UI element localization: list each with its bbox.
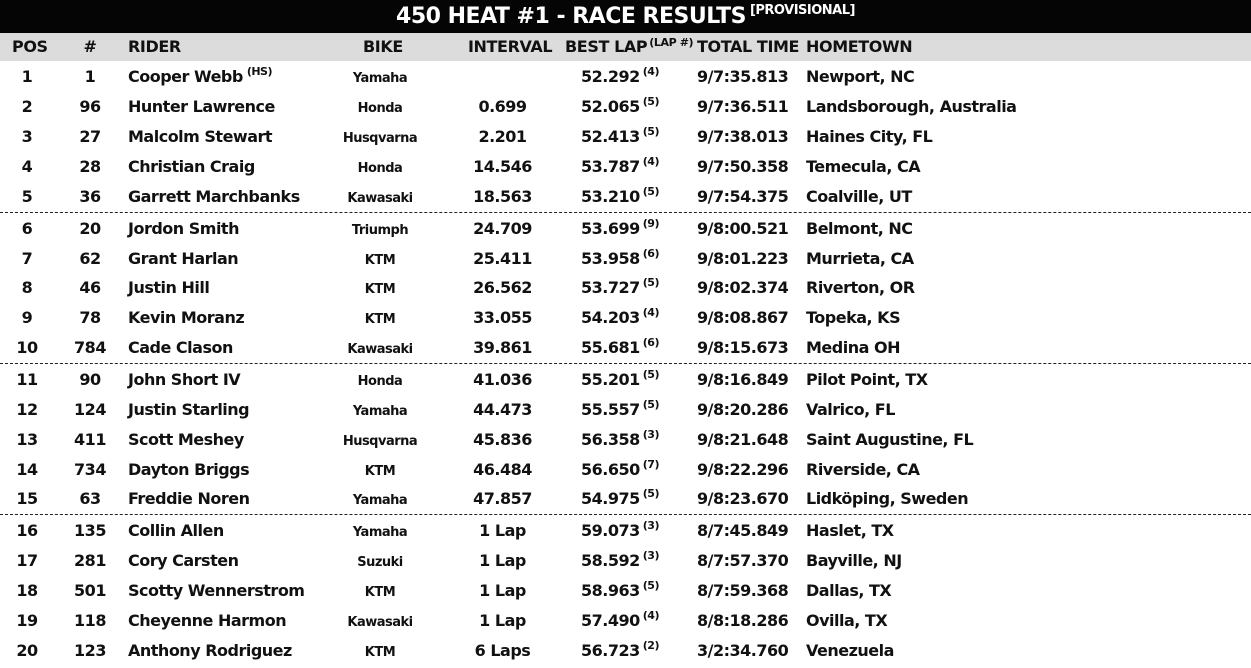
best-lap-time: 56.723 — [581, 641, 640, 660]
rider-cell — [128, 182, 300, 212]
bike-cell: Yamaha — [352, 493, 408, 508]
best-lap-number: (3) — [642, 428, 659, 441]
table-header — [0, 33, 1251, 61]
rider-name: Justin Hill — [128, 278, 210, 297]
table-row — [0, 214, 1251, 244]
best-lap-number: (4) — [642, 155, 659, 168]
hometown-cell: Pilot Point, TX — [806, 370, 928, 389]
bike-cell: KTM — [364, 585, 396, 600]
rider-name: Cade Clason — [128, 338, 233, 357]
interval-cell: 26.562 — [473, 278, 532, 297]
total-time-cell: 8/7:59.368 — [697, 581, 789, 600]
total-time-cell: 3/2:34.760 — [697, 641, 789, 660]
rider-cell — [128, 333, 233, 363]
number-cell: 27 — [79, 127, 101, 146]
hometown-cell: Saint Augustine, FL — [806, 430, 974, 449]
hometown-cell: Valrico, FL — [806, 400, 895, 419]
number-cell: 411 — [74, 430, 106, 449]
best-lap-cell — [560, 636, 680, 668]
total-time-cell: 9/8:22.296 — [697, 460, 789, 479]
best-lap-time: 59.073 — [581, 521, 640, 540]
rider-cell — [128, 425, 244, 455]
number-cell: 118 — [74, 611, 106, 630]
best-lap-cell — [560, 576, 680, 608]
table-row — [0, 546, 1251, 576]
table-row — [0, 636, 1251, 666]
group-divider — [0, 514, 1251, 515]
best-lap-time: 58.963 — [581, 581, 640, 600]
table-row — [0, 576, 1251, 606]
number-cell: 124 — [74, 400, 106, 419]
best-lap-number: (5) — [642, 185, 659, 198]
hometown-cell: Riverside, CA — [806, 460, 920, 479]
bike-cell: Husqvarna — [342, 131, 418, 146]
number-cell: 62 — [79, 249, 101, 268]
position-cell: 18 — [16, 581, 38, 600]
hometown-cell: Belmont, NC — [806, 219, 913, 238]
page-title: 450 HEAT #1 - RACE RESULTS — [396, 4, 746, 29]
best-lap-cell — [560, 606, 680, 638]
table-row — [0, 122, 1251, 152]
best-lap-cell — [560, 395, 680, 427]
best-lap-time: 53.210 — [581, 187, 640, 206]
number-cell: 36 — [79, 187, 101, 206]
interval-cell: 1 Lap — [479, 521, 526, 540]
best-lap-number: (9) — [642, 217, 659, 230]
position-cell: 9 — [21, 308, 33, 327]
best-lap-time: 53.727 — [581, 278, 640, 297]
interval-cell: 2.201 — [478, 127, 527, 146]
number-cell: 281 — [74, 551, 106, 570]
bike-cell: KTM — [364, 464, 396, 479]
provisional-tag: [PROVISIONAL] — [749, 3, 855, 18]
hometown-cell: Bayville, NJ — [806, 551, 902, 570]
best-lap-number: (4) — [642, 306, 659, 319]
number-cell: 63 — [79, 489, 101, 508]
number-cell: 78 — [79, 308, 101, 327]
hometown-cell: Landsborough, Australia — [806, 97, 1017, 116]
bike-cell: Yamaha — [352, 525, 408, 540]
rider-cell — [128, 395, 249, 425]
header-interval: INTERVAL — [468, 37, 553, 56]
number-cell: 1 — [84, 67, 96, 86]
number-cell: 734 — [74, 460, 106, 479]
group-divider — [0, 212, 1251, 213]
best-lap-cell — [560, 546, 680, 578]
best-lap-time: 53.699 — [581, 219, 640, 238]
position-cell: 12 — [16, 400, 38, 419]
best-lap-cell — [560, 273, 680, 305]
position-cell: 17 — [16, 551, 38, 570]
hometown-cell: Ovilla, TX — [806, 611, 888, 630]
rider-cell — [128, 576, 304, 606]
total-time-cell: 9/7:35.813 — [697, 67, 789, 86]
rider-name: Scotty Wennerstrom — [128, 581, 305, 600]
best-lap-cell — [560, 122, 680, 154]
best-lap-cell — [560, 182, 680, 214]
interval-cell: 14.546 — [473, 157, 532, 176]
number-cell: 501 — [74, 581, 106, 600]
hometown-cell: Haslet, TX — [806, 521, 894, 540]
position-cell: 10 — [16, 338, 38, 357]
table-row — [0, 484, 1251, 514]
best-lap-time: 52.413 — [581, 127, 640, 146]
rider-name: Cory Carsten — [128, 551, 239, 570]
bike-cell: KTM — [364, 312, 396, 327]
best-lap-number: (5) — [642, 368, 659, 381]
best-lap-number: (3) — [642, 549, 659, 562]
rider-name: Grant Harlan — [128, 249, 239, 268]
hometown-cell: Murrieta, CA — [806, 249, 914, 268]
rider-cell — [128, 636, 292, 666]
table-row — [0, 62, 1251, 92]
rider-cell — [128, 273, 209, 303]
header-hometown: HOMETOWN — [806, 37, 913, 56]
hometown-cell: Medina OH — [806, 338, 900, 357]
position-cell: 1 — [21, 67, 33, 86]
header-best-lap-label: BEST LAP — [565, 37, 648, 56]
best-lap-number: (5) — [642, 95, 659, 108]
rider-name: Kevin Moranz — [128, 308, 245, 327]
rider-name: Malcolm Stewart — [128, 127, 273, 146]
hometown-cell: Venezuela — [806, 641, 894, 660]
interval-cell: 0.699 — [478, 97, 527, 116]
table-row — [0, 182, 1251, 212]
total-time-cell: 9/7:54.375 — [697, 187, 789, 206]
total-time-cell: 8/8:18.286 — [697, 611, 789, 630]
rider-name: Freddie Noren — [128, 489, 250, 508]
header-bike: BIKE — [363, 37, 403, 56]
total-time-cell: 9/8:21.648 — [697, 430, 789, 449]
number-cell: 123 — [74, 641, 106, 660]
best-lap-time: 55.557 — [581, 400, 640, 419]
interval-cell: 44.473 — [473, 400, 532, 419]
table-row — [0, 333, 1251, 363]
total-time-cell: 9/8:23.670 — [697, 489, 789, 508]
bike-cell: Honda — [357, 101, 403, 116]
rider-cell — [128, 92, 275, 122]
rider-name: Hunter Lawrence — [128, 97, 275, 116]
rider-name: Christian Craig — [128, 157, 255, 176]
number-cell: 135 — [74, 521, 106, 540]
interval-cell: 1 Lap — [479, 551, 526, 570]
bike-cell: Honda — [357, 374, 403, 389]
best-lap-number: (5) — [642, 276, 659, 289]
best-lap-time: 56.650 — [581, 460, 640, 479]
best-lap-cell — [560, 303, 680, 335]
rider-name: Collin Allen — [128, 521, 224, 540]
best-lap-time: 55.201 — [581, 370, 640, 389]
best-lap-time: 53.958 — [581, 249, 640, 268]
header-pos: POS — [12, 37, 48, 56]
best-lap-number: (6) — [642, 336, 659, 349]
best-lap-number: (3) — [642, 519, 659, 532]
rider-name: John Short IV — [128, 370, 241, 389]
best-lap-cell — [560, 484, 680, 516]
best-lap-cell — [560, 152, 680, 184]
table-row — [0, 606, 1251, 636]
position-cell: 14 — [16, 460, 38, 479]
bike-cell: KTM — [364, 282, 396, 297]
rider-cell — [128, 365, 240, 395]
position-cell: 7 — [21, 249, 33, 268]
interval-cell: 18.563 — [473, 187, 532, 206]
rider-name: Cooper Webb — [128, 67, 243, 86]
header-total-time: TOTAL TIME — [697, 37, 800, 56]
rider-cell — [128, 303, 244, 333]
table-row — [0, 395, 1251, 425]
best-lap-cell — [560, 516, 680, 548]
rider-cell — [128, 62, 272, 94]
table-row — [0, 152, 1251, 182]
best-lap-time: 55.681 — [581, 338, 640, 357]
interval-cell: 1 Lap — [479, 581, 526, 600]
number-cell: 28 — [79, 157, 101, 176]
position-cell: 4 — [21, 157, 33, 176]
hometown-cell: Dallas, TX — [806, 581, 892, 600]
best-lap-time: 52.065 — [581, 97, 640, 116]
results-title-bar — [0, 0, 1251, 33]
rider-cell — [128, 516, 224, 546]
number-cell: 90 — [79, 370, 101, 389]
number-cell: 20 — [79, 219, 101, 238]
interval-cell: 47.857 — [473, 489, 532, 508]
rider-name: Dayton Briggs — [128, 460, 250, 479]
rider-name: Anthony Rodriguez — [128, 641, 292, 660]
total-time-cell: 9/8:01.223 — [697, 249, 789, 268]
table-row — [0, 516, 1251, 546]
interval-cell: 46.484 — [473, 460, 532, 479]
bike-cell: Yamaha — [352, 71, 408, 86]
position-cell: 8 — [21, 278, 33, 297]
rider-name: Justin Starling — [128, 400, 250, 419]
interval-cell: 33.055 — [473, 308, 532, 327]
position-cell: 15 — [16, 489, 38, 508]
interval-cell: 1 Lap — [479, 611, 526, 630]
best-lap-number: (5) — [642, 125, 659, 138]
best-lap-time: 58.592 — [581, 551, 640, 570]
best-lap-cell — [560, 455, 680, 487]
position-cell: 3 — [21, 127, 33, 146]
rider-cell — [128, 244, 238, 274]
best-lap-number: (6) — [642, 247, 659, 260]
rider-cell — [128, 606, 286, 636]
rider-cell — [128, 484, 249, 514]
group-divider — [0, 363, 1251, 364]
rider-name: Jordon Smith — [128, 219, 239, 238]
total-time-cell: 9/8:15.673 — [697, 338, 789, 357]
best-lap-cell — [560, 92, 680, 124]
best-lap-cell — [560, 333, 680, 365]
interval-cell: 6 Laps — [474, 641, 531, 660]
interval-cell: 24.709 — [473, 219, 532, 238]
total-time-cell: 8/7:57.370 — [697, 551, 789, 570]
total-time-cell: 9/7:38.013 — [697, 127, 789, 146]
best-lap-number: (5) — [642, 579, 659, 592]
table-row — [0, 365, 1251, 395]
position-cell: 5 — [21, 187, 33, 206]
rider-cell — [128, 214, 239, 244]
bike-cell: Kawasaki — [347, 615, 413, 630]
hometown-cell: Riverton, OR — [806, 278, 915, 297]
total-time-cell: 8/7:45.849 — [697, 521, 789, 540]
position-cell: 11 — [16, 370, 38, 389]
total-time-cell: 9/7:36.511 — [697, 97, 789, 116]
bike-cell: Kawasaki — [347, 342, 413, 357]
bike-cell: KTM — [364, 253, 396, 268]
hometown-cell: Topeka, KS — [806, 308, 901, 327]
bike-cell: Kawasaki — [347, 191, 413, 206]
best-lap-cell — [560, 365, 680, 397]
interval-cell: 41.036 — [473, 370, 532, 389]
total-time-cell: 9/8:00.521 — [697, 219, 789, 238]
position-cell: 2 — [21, 97, 33, 116]
table-row — [0, 273, 1251, 303]
best-lap-cell — [560, 214, 680, 246]
total-time-cell: 9/8:08.867 — [697, 308, 789, 327]
interval-cell: 25.411 — [473, 249, 532, 268]
number-cell: 784 — [74, 338, 106, 357]
rider-cell — [128, 455, 249, 485]
best-lap-number: (4) — [642, 609, 659, 622]
best-lap-time: 53.787 — [581, 157, 640, 176]
hometown-cell: Haines City, FL — [806, 127, 933, 146]
position-cell: 19 — [16, 611, 38, 630]
best-lap-time: 52.292 — [581, 67, 640, 86]
rider-cell — [128, 152, 255, 182]
table-row — [0, 303, 1251, 333]
header-rider: RIDER — [128, 37, 181, 56]
bike-cell: Suzuki — [357, 555, 403, 570]
bike-cell: Yamaha — [352, 404, 408, 419]
position-cell: 16 — [16, 521, 38, 540]
bike-cell: KTM — [364, 645, 396, 660]
best-lap-time: 54.975 — [581, 489, 640, 508]
table-row — [0, 92, 1251, 122]
table-row — [0, 244, 1251, 274]
interval-cell: 45.836 — [473, 430, 532, 449]
bike-cell: Triumph — [351, 223, 409, 238]
table-row — [0, 455, 1251, 485]
position-cell: 6 — [21, 219, 33, 238]
position-cell: 13 — [16, 430, 38, 449]
header-lap-number: (LAP #) — [649, 36, 694, 49]
position-cell: 20 — [16, 641, 38, 660]
table-row — [0, 425, 1251, 455]
total-time-cell: 9/8:16.849 — [697, 370, 789, 389]
bike-cell: Husqvarna — [342, 434, 418, 449]
best-lap-number: (5) — [642, 487, 659, 500]
best-lap-cell — [560, 62, 680, 94]
number-cell: 96 — [79, 97, 101, 116]
rider-note: (HS) — [246, 65, 273, 78]
best-lap-number: (7) — [642, 458, 659, 471]
total-time-cell: 9/8:02.374 — [697, 278, 789, 297]
bike-cell: Honda — [357, 161, 403, 176]
hometown-cell: Temecula, CA — [806, 157, 921, 176]
rider-name: Cheyenne Harmon — [128, 611, 287, 630]
rider-name: Garrett Marchbanks — [128, 187, 300, 206]
total-time-cell: 9/8:20.286 — [697, 400, 789, 419]
rider-cell — [128, 122, 272, 152]
best-lap-cell — [560, 244, 680, 276]
header-best-lap — [565, 33, 693, 63]
best-lap-number: (2) — [642, 639, 659, 652]
hometown-cell: Newport, NC — [806, 67, 915, 86]
best-lap-number: (4) — [642, 65, 659, 78]
best-lap-time: 56.358 — [581, 430, 640, 449]
total-time-cell: 9/7:50.358 — [697, 157, 789, 176]
rider-name: Scott Meshey — [128, 430, 244, 449]
number-cell: 46 — [79, 278, 101, 297]
rider-cell — [128, 546, 238, 576]
best-lap-cell — [560, 425, 680, 457]
interval-cell: 39.861 — [473, 338, 532, 357]
best-lap-time: 54.203 — [581, 308, 640, 327]
hometown-cell: Coalville, UT — [806, 187, 912, 206]
best-lap-number: (5) — [642, 398, 659, 411]
hometown-cell: Lidköping, Sweden — [806, 489, 969, 508]
best-lap-time: 57.490 — [581, 611, 640, 630]
header-number: # — [83, 37, 97, 56]
